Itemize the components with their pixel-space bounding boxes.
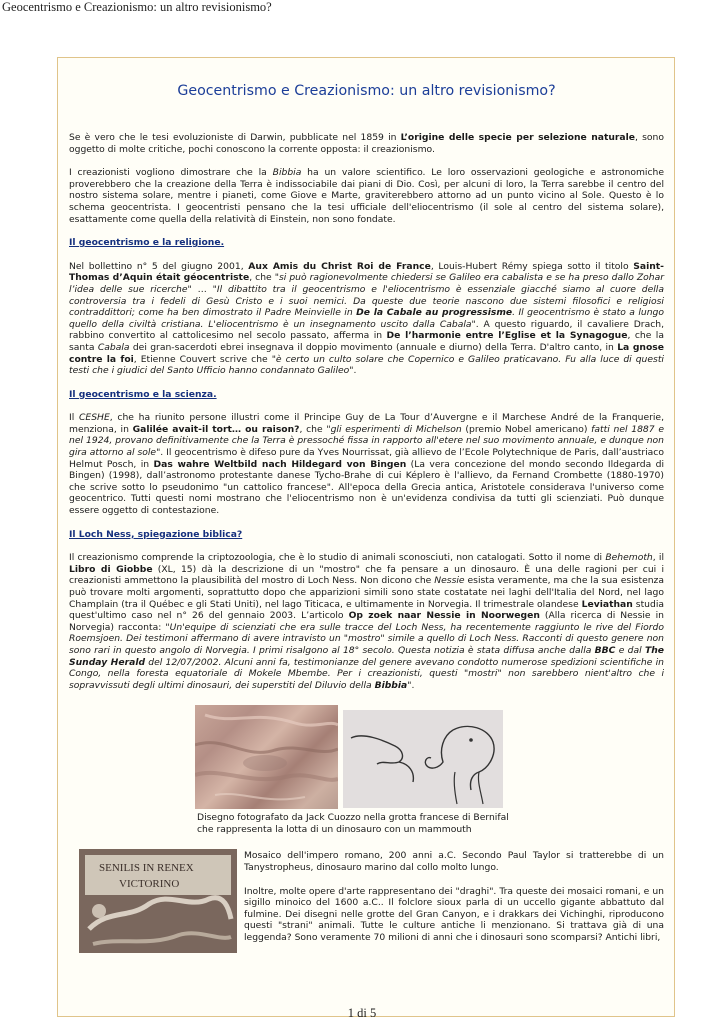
bold-italic-text: The Sunday Herald — [69, 644, 664, 668]
bold-text: Leviathan — [581, 598, 633, 610]
italic-text: è certo un culto solare che Copernico e Galileo praticavano. Fu alla luce di questi testi che i giudici del Santo Ufficio hanno condannato Galileo — [69, 353, 664, 377]
intro-paragraph — [69, 132, 664, 155]
science-paragraph — [69, 412, 664, 516]
text: ". — [407, 679, 415, 691]
italic-text: si può ragionevolmente chiedersi se Galileo era cabalista e se ha preso dallo Zohar l’idea delle sue ricerche — [69, 272, 665, 295]
italic-text: Behemoth — [605, 552, 653, 564]
bold-text: Op zoek naar Nessie in Noorwegen — [348, 610, 540, 622]
text: ha un valore scientifico. Le loro osservazioni geologiche e astronomiche proverebbero che la creazione della Terra è indissociabile dai piani di Dio. Così, per alcuni di loro, la Terra sarebbe il centro del nostro sistema solare, mentre i pianeti, come Giove e Marte, graviterebbero attorno ad un punto vicino al Sole. Questo è lo schema geocentrista. I geocentristi pensano che la tesi ufficiale dell'eliocentrismo (il sole al centro del sistema solare), esattamente come quella della relatività di Einstein, non sono fondate. — [69, 167, 664, 225]
bold-text: De l’harmonie entre l’Eglise et la Synagogue — [386, 330, 628, 342]
text: Il — [69, 412, 79, 424]
image-caption: Disegno fotografato da Jack Cuozzo nella grotta francese di Bernifal che rappresenta la lotta di un dinosauro con un mammouth — [197, 812, 509, 835]
print-header: Geocentrismo e Creazionismo: un altro revisionismo? — [2, 0, 272, 14]
italic-text: Bibbia — [272, 167, 302, 179]
mosaic-inscription-line-2: VICTORINO — [119, 878, 180, 891]
text: (Alla ricerca di Nessie in Norvegia) racconta: " — [69, 610, 664, 633]
loch-ness-paragraph — [69, 552, 664, 691]
cave-photo-image — [195, 705, 338, 809]
section-heading-science: Il geocentrismo e la scienza. — [69, 388, 217, 400]
italic-text: CESHE — [79, 412, 110, 424]
bold-text: Aux Amis du Christ Roi de France — [248, 260, 431, 272]
section-heading-religion: Il geocentrismo e la religione. — [69, 237, 225, 249]
section-heading-loch-ness: Il Loch Ness, spiegazione biblica? — [69, 528, 243, 540]
italic-text: Cabala — [97, 341, 130, 353]
text: ". — [349, 365, 357, 377]
italic-text: gli esperimenti di Michelson — [330, 423, 462, 435]
bold-text: Libro di Giobbe — [69, 563, 153, 575]
italic-text: del 12/07/2002. Alcuni anni fa, testimonianze del genere avevano condotto numerose spedizioni scientifiche in Congo, nella foresta equatoriale di Mokele Mbembe. Per i creazionisti, questi "mostri" non sarebbero nient'altro che i sopravvissuti degli ultimi dinosauri, dei superstiti del Diluvio della — [69, 656, 664, 691]
cave-images-row — [69, 705, 664, 845]
italic-text: Nessie — [434, 575, 465, 587]
text: , Etienne Couvert scrive che " — [133, 353, 276, 365]
bold-italic-text: De la Cabale au progressisme — [356, 307, 513, 319]
roman-mosaic-image — [79, 849, 237, 953]
bold-italic-text: Bibbia — [374, 679, 408, 691]
mosaic-inscription-line-1: SENILIS IN RENEX — [99, 862, 194, 875]
italic-text: fatti nel 1887 e nel 1924, provano definitivamente che la Terra è pressoché fissa in rapporto all'etere nel suo movimento annuale, e dunque non gira attorno al sole — [69, 423, 664, 459]
bold-text: L’origine delle specie per selezione naturale — [400, 132, 636, 143]
creationists-paragraph — [69, 167, 664, 225]
bold-text: Galilée avait-il tort… ou raison? — [132, 423, 300, 435]
text: Nel bollettino n° 5 del giugno 2001, — [69, 260, 249, 272]
text: , sono oggetto di molte critiche, pochi conoscono la corrente opposta: il creazionismo. — [69, 132, 664, 155]
dragons-paragraph: Inoltre, molte opere d'arte rappresentano dei "draghi". Tra queste dei mosaici romani, e un sigillo minoico del 1600 a.C.. Il folclore sioux parla di un uccello gigante abbattuto dal fulmine. Dei disegni nelle grotte del Gran Canyon, e i drakkars dei Vichinghi, riproducono questi "strani" animali. Tutte le culture antiche li menzionano. Si trattava già di una leggenda? Sono veramente 70 milioni di anni che i dinosauri sono scomparsi? Antichi libri, — [244, 885, 664, 943]
text: I creazionisti vogliono dimostrare che la — [69, 167, 273, 179]
religion-paragraph — [69, 261, 664, 377]
italic-text: . Il geocentrismo è stato a lungo quello della civiltà cristiana. L'eliocentrismo è un insegnamento uscito dalla Cabala — [69, 307, 664, 330]
article-frame — [57, 57, 675, 1017]
page-number: 1 di 5 — [347, 1006, 377, 1020]
text: studia quest'ultimo caso nel n° 26 del gennaio 2003. L’articolo — [69, 598, 665, 622]
italic-text: Un'equipe di scienziati che era sulle tracce del Loch Ness, ha recentemente raggiunto le rive del Fiordo Roemsjoen. Dei testimoni affermano di avere intravisto un "mostro" simile a quello di Loch Ness. Racconti di questo genere non sono rari in questo angolo di Norvegia. I primi risalgono al 18° secolo. Questa notizia è stata diffusa anche dalla — [69, 621, 664, 656]
text: (premio Nobel americano) — [461, 423, 592, 435]
italic-text: Il dibattito tra il geocentrismo e l'eliocentrismo è essenziale giacché siamo al cuore della controversia tra i fedeli di Gesù Cristo e i suoi nemici. Da queste due teorie nascono due sistemi filosofici e religiosi contraddittori; come ha ben dimostrato il Padre Meinvielle in — [69, 283, 664, 319]
bold-text: Das wahre Weltbild nach Hildegard von Bingen — [153, 458, 407, 470]
italic-text: e dal — [615, 644, 645, 656]
dinosaur-mammoth-drawing-image — [343, 710, 503, 808]
mosaic-description: Mosaico dell'impero romano, 200 anni a.C. Secondo Paul Taylor si tratterebbe di un Tanystropheus, dinosauro marino dal collo molto lungo. — [244, 850, 664, 873]
text: ". A questo riguardo, il cavaliere Drach, rabbino convertito al cattolicesimo nel secolo passato, afferma in — [69, 318, 664, 342]
text: , il — [652, 552, 665, 564]
text: (La vera concezione del mondo secondo Ildegarda di Bingen) (1998), dall’astronomo protestante danese Tycho-Brahe di cui Képlero è l'allievo, da Fernand Crombette (1880-1970) che scrive sotto lo pseudonimo "un cattolico francese". All'epoca della Grecia antica, Aristotele considerava l'universo come geocentrico. Tutti questi nomi mostrano che l'eliocentrismo non è un'evidenza condivisa da tutti gli scienziati. Può dunque essere oggetto di contestazione. — [69, 458, 664, 517]
text: , Louis-Hubert Rémy spiega sotto il titolo — [430, 260, 634, 272]
mosaic-text — [244, 850, 664, 943]
text: , che ha riunito persone illustri come il Principe Guy de La Tour d’Auvergne e il Marchese André de la Franquerie, menziona, in — [69, 412, 664, 435]
text: , che " — [249, 272, 279, 284]
text: ". Il geocentrismo è difeso pure da Yves Nourrissat, già allievo de l’Ecole Polytechnique de Paris, dall’austriaco Helmut Posch, in — [69, 447, 664, 470]
text: Se è vero che le tesi evoluzioniste di Darwin, pubblicate nel 1859 in — [69, 132, 401, 143]
text: Il creazionismo comprende la criptozoologia, che è lo studio di animali sconosciuti, non catalogati. Sotto il nome di — [69, 552, 606, 564]
mosaic-section — [69, 849, 664, 969]
page-title: Geocentrismo e Creazionismo: un altro revisionismo? — [177, 83, 556, 99]
bold-text: La gnose contre la foi — [69, 341, 664, 365]
bold-text: Saint-Thomas d’Aquin était géocentriste — [69, 260, 664, 284]
article-content — [69, 58, 664, 969]
text: esista veramente, ma che la sua esistenza può trovare molti argomenti, soprattutto dopo che apparizioni simili sono state costatate nei laghi dell'Italia del Nord, nel lago Champlain (tra il Québec e gli Stati Uniti), nel lago Titicaca, e ultimamente in Norvegia. Il trimestrale olandese — [69, 575, 665, 610]
text: dei gran-sacerdoti ebrei insegnava il doppio movimento (annuale e diurno) della Terra. D'altro canto, in — [129, 341, 618, 353]
text: , che la santa — [69, 330, 664, 353]
text: , che " — [299, 423, 331, 435]
text: (XL, 15) dà la descrizione di un "mostro" che fa pensare a un dinosauro. È una delle ragioni per cui i creazionisti ammettono la plausibilità del mostro di Loch Ness. Non dicono che — [69, 563, 664, 587]
bold-italic-text: BBC — [594, 644, 616, 656]
text: " … " — [187, 283, 217, 295]
